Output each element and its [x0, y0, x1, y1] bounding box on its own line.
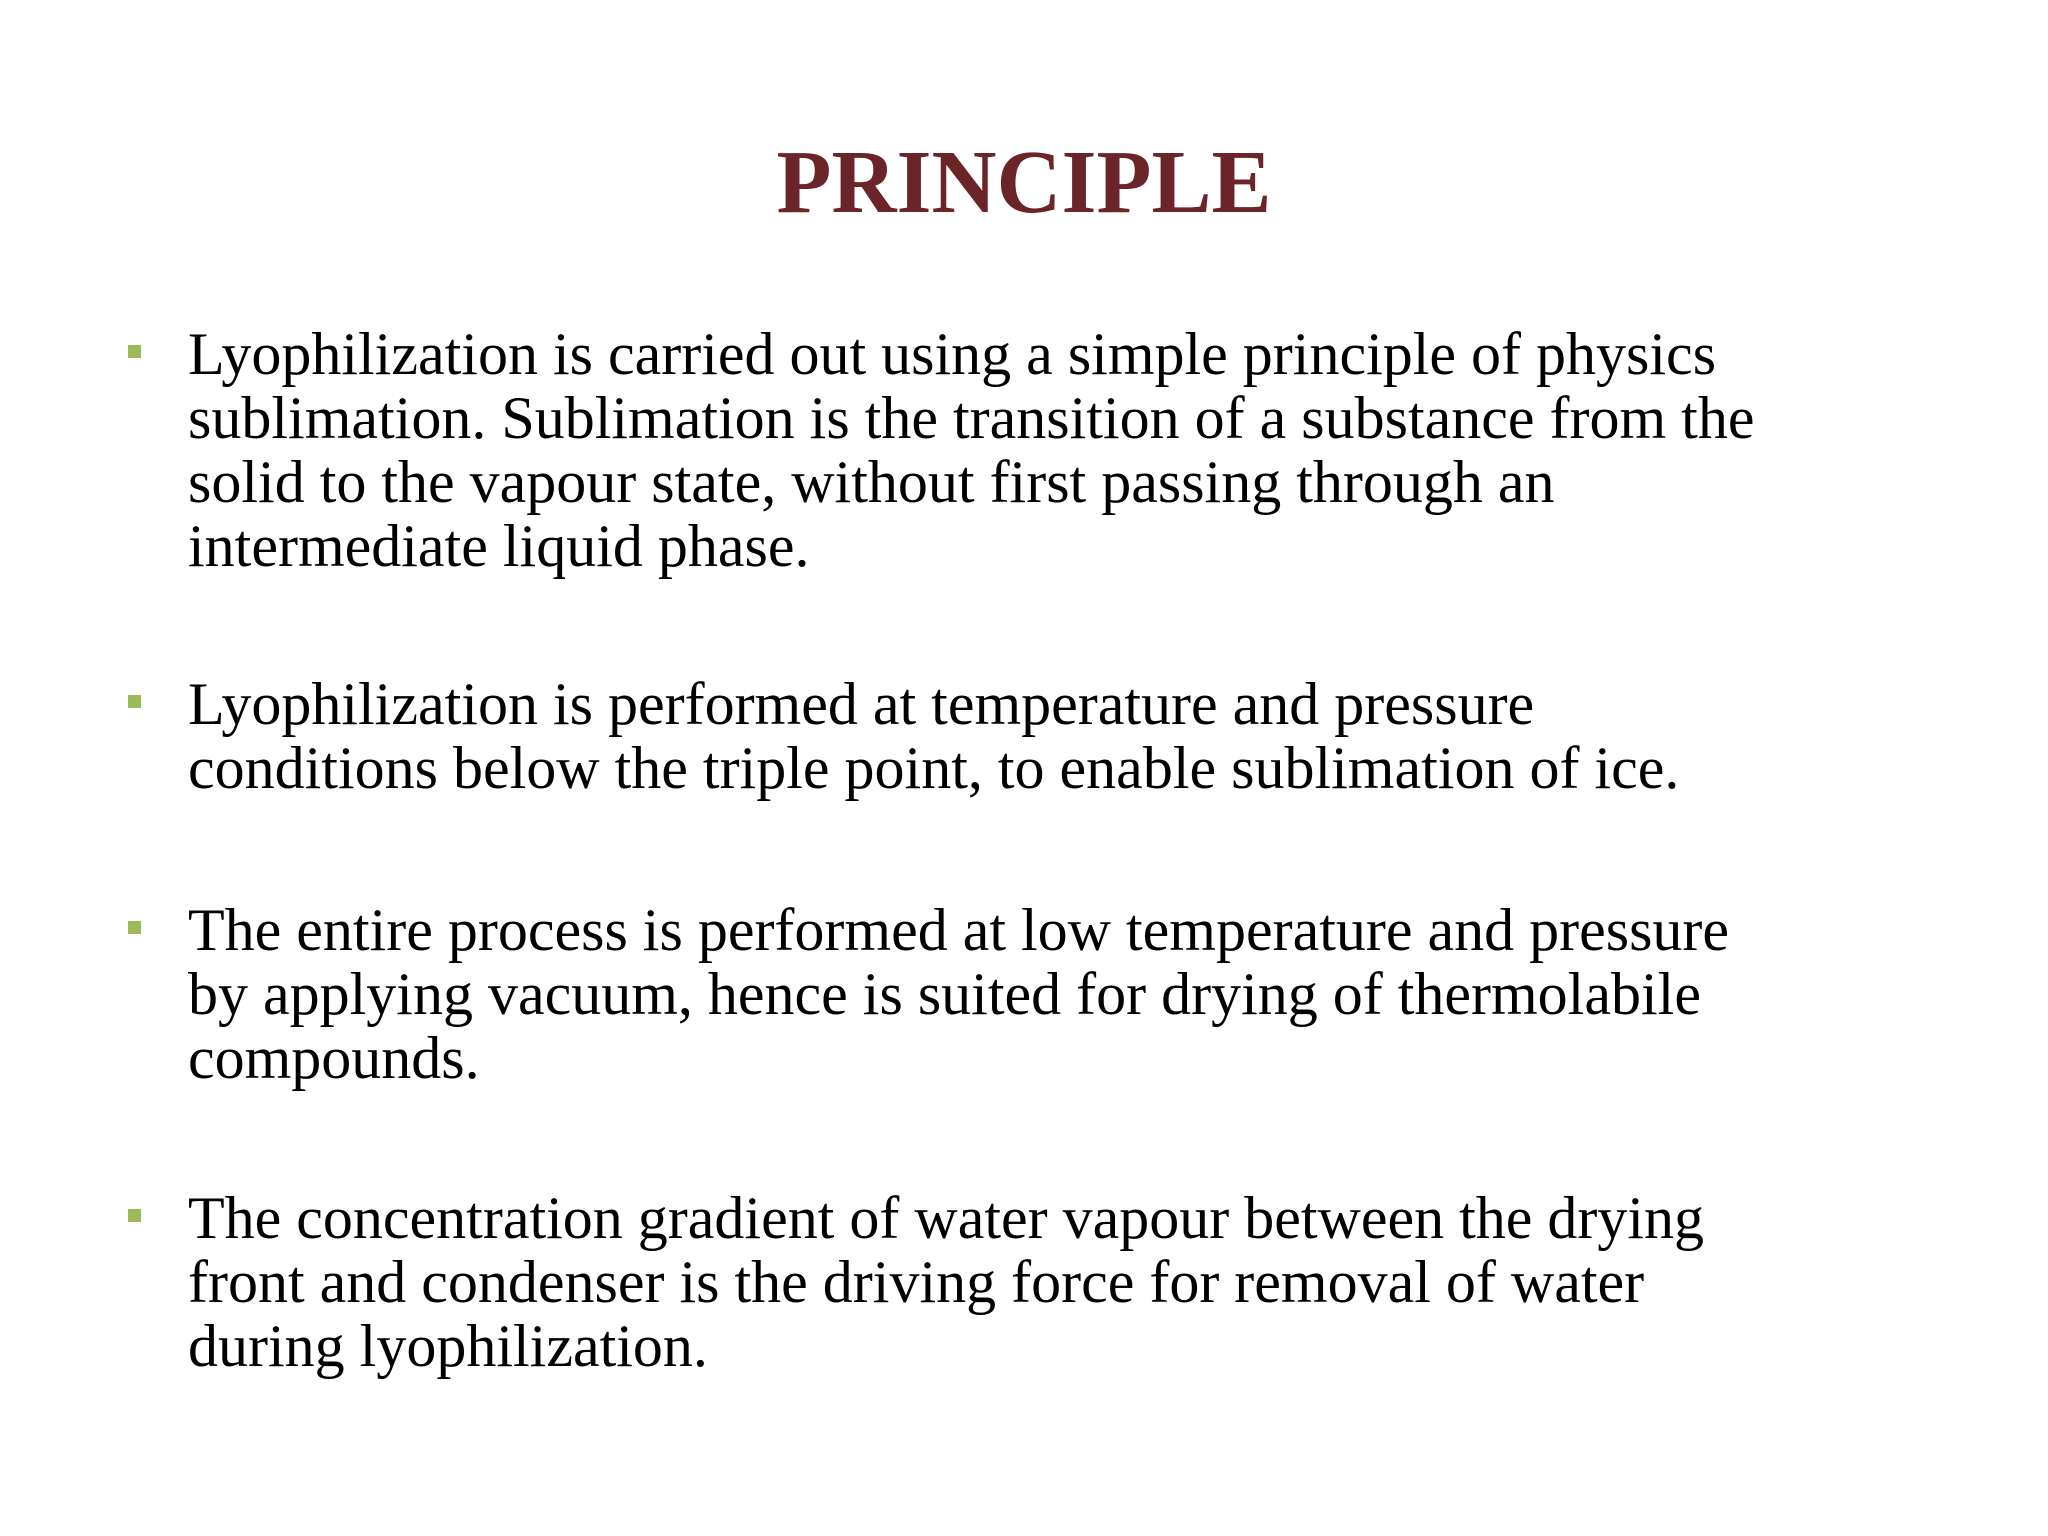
bullet-text: The entire process is performed at low temperature and pressure by applying vacuum, hence is suited for drying of thermolabile compounds.	[188, 897, 1730, 1091]
slide-title: PRINCIPLE	[776, 133, 1272, 232]
bullet-text: Lyophilization is performed at temperature and pressure conditions below the triple point, to enable sublimation of ice.	[188, 671, 1680, 801]
bullet-text: Lyophilization is carried out using a simple principle of physics sublimation. Sublimation is the transition of a substance from the solid to the vapour state, without first passing through an intermediate liquid phase.	[188, 321, 1755, 579]
square-bullet-icon	[128, 345, 141, 358]
square-bullet-icon	[128, 921, 141, 934]
bullet-text: The concentration gradient of water vapour between the drying front and condenser is the driving force for removal of water during lyophilization.	[188, 1185, 1705, 1379]
square-bullet-icon	[128, 695, 141, 708]
square-bullet-icon	[128, 1209, 141, 1222]
